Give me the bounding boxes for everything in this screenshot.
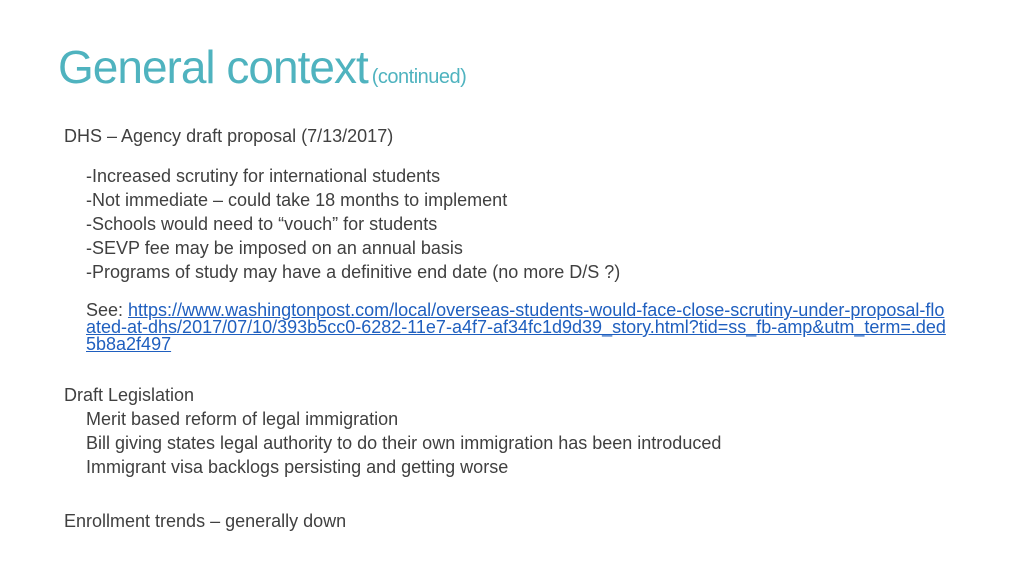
dhs-list [64,164,964,284]
enrollment-trends: Enrollment trends – generally down [64,511,347,531]
dhs-item: -Schools would need to “vouch” for students [86,214,438,234]
slide-title [58,40,466,94]
dhs-heading: DHS – Agency draft proposal (7/13/2017) [64,126,394,146]
slide-content [64,124,964,533]
dhs-item: -Programs of study may have a definitive end date (no more D/S ?) [86,262,621,282]
legislation-item: Bill giving states legal authority to do their own immigration has been introduced [86,433,722,453]
see-reference [64,302,946,353]
dhs-item: -Not immediate – could take 18 months to implement [86,190,508,210]
see-label: See: [86,300,129,320]
dhs-item: -Increased scrutiny for international students [86,166,441,186]
legislation-item: Merit based reform of legal immigration [86,409,399,429]
dhs-item: -SEVP fee may be imposed on an annual basis [86,238,463,258]
title-main: General context [58,41,368,93]
legislation-item: Immigrant visa backlogs persisting and getting worse [86,457,509,477]
washington-post-link[interactable]: https://www.washingtonpost.com/local/overseas-students-would-face-close-scrutiny-under-proposal-floated-at-dhs/2017/07/10/393b5cc0-6282-11e7-a4f7-af34fc1d9d39_story.html?tid=ss_fb-amp&utm_term=.ded5b8a2f497 [86,300,946,354]
legislation-heading: Draft Legislation [64,385,195,405]
title-suffix: (continued) [371,66,467,88]
